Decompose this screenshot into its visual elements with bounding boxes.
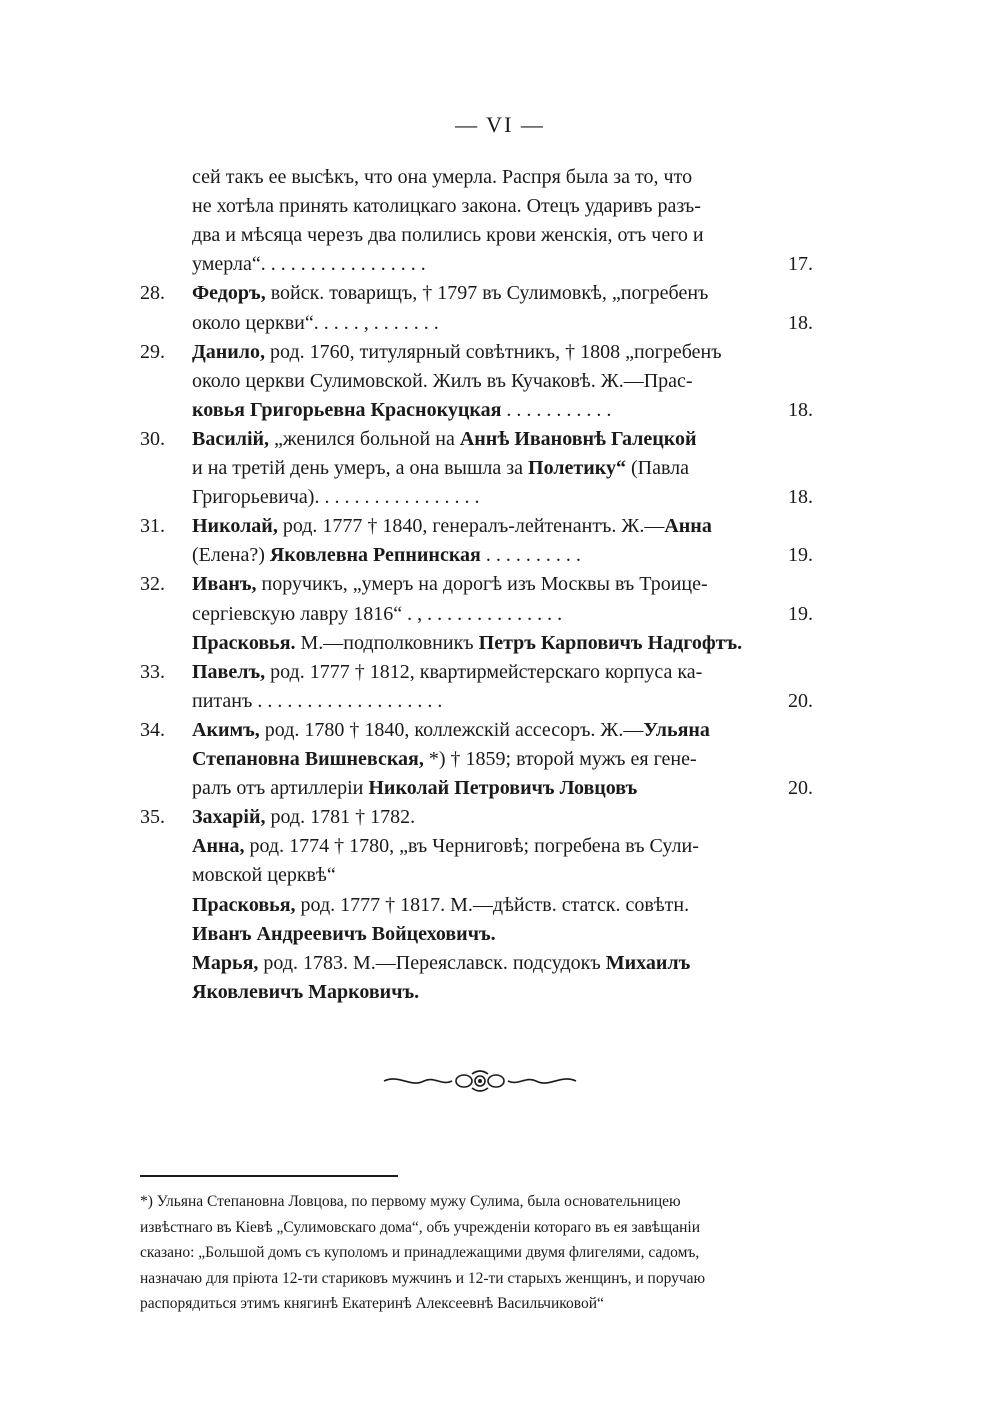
footnote-rule [140,1175,398,1177]
entry-line [0,948,1000,978]
entry-text [192,686,1000,716]
entry-body: мовской церквѣ“ [192,864,336,887]
entry-text [192,977,1000,1007]
entry-text [192,657,1000,687]
entry-line [0,482,1000,512]
entry-text [192,831,1000,861]
entry-body: сергіевскую лавру 1816“ . , . . . . . . . . . . . . . . [192,602,563,625]
entry-text [192,569,1000,599]
entry-body: . . . . . . . . . . [480,544,581,567]
entry-line [0,453,1000,483]
page-number-header: — VI — [455,112,545,137]
person-name: Анна, [192,835,245,858]
entry-line [0,220,1000,250]
entry-line [0,860,1000,890]
entry-text [192,628,1000,658]
footnote-text: *) Ульяна Степановна Ловцова, по первому мужу Сулима, была основательницею [140,1193,681,1210]
footnote-line [0,1216,1000,1240]
person-name: Прасковья. [192,631,296,654]
entry-text [192,890,1000,920]
entry-line [0,191,1000,221]
page-reference: 18. [788,311,813,334]
entry-body: . . . . . . . . . . . [501,398,612,421]
entry-line [0,657,1000,687]
entry-body: род. 1780 † 1840, коллежскій ассесоръ. Ж.— [259,718,644,741]
person-name: Иванъ Андреевичъ Войцеховичъ. [192,922,496,945]
entry-line [0,249,1000,279]
entry-body: *) † 1859; второй мужъ ея гене- [423,748,697,770]
entry-text [192,919,1000,949]
entry-body: род. 1777 † 1817. М.—дѣйств. статск. совѣтн. [295,893,690,916]
entry-number: 30. [140,427,165,450]
person-name: Яковлевичъ Марковичъ. [192,980,420,1003]
entry-number: 28. [140,282,165,305]
page-reference: 17. [788,253,813,276]
entry-body: род. 1777 † 1840, генералъ-лейтенантъ. Ж.— [277,515,665,538]
person-name: Николай, [192,515,278,538]
person-name: Михаилъ [605,951,691,974]
entry-body: не хотѣла принять католицкаго закона. Отецъ ударивъ разъ- [192,195,701,218]
entry-line [0,715,1000,745]
entry-body: род. 1783. М.—Переяславск. подсудокъ [258,951,606,974]
entry-line [0,977,1000,1007]
person-name: Аннѣ Ивановнѣ Галецкой [459,427,697,450]
entry-line [0,773,1000,803]
entry-number: 31. [140,515,165,538]
entry-body: около церкви“. . . . . , . . . . . . . [192,311,439,334]
footnote-line [0,1241,1000,1265]
entry-text [192,540,1000,570]
person-name: Акимъ, [192,718,260,741]
entry-line [0,919,1000,949]
entry-text [192,599,1000,629]
entry-body: род. 1777 † 1812, квартирмейстерскаго корпуса ка- [265,660,703,683]
entry-line [0,569,1000,599]
person-name: Василій, [192,427,270,450]
entry-text [192,744,1000,774]
person-name: Марья, [192,951,259,974]
entry-body: Григорьевича). . . . . . . . . . . . . . . . . [192,486,480,509]
entry-body: род. 1774 † 1780, „въ Черниговѣ; погребена въ Сули- [244,835,699,858]
entry-body: сей такъ ее высѣкъ, что она умерла. Распря была за то, что [192,166,693,188]
person-name: Павелъ, [192,660,266,683]
entry-text [192,249,1000,279]
entry-body: (Елена?) [192,544,270,567]
person-name: Иванъ, [192,573,257,596]
entry-line [0,540,1000,570]
entry-body: род. 1781 † 1782. [265,806,416,829]
entry-line [0,366,1000,396]
page-reference: 20. [788,689,813,712]
entry-number: 34. [140,718,165,741]
page-reference: 20. [788,777,813,800]
entry-body: питанъ . . . . . . . . . . . . . . . . . . . [192,689,443,712]
entry-body: и на третій день умеръ, а она вышла за [192,457,529,479]
person-name: Федоръ, [192,282,266,305]
entry-text [192,366,1000,396]
person-name: Петръ Карповичъ Надгофтъ. [478,631,743,654]
entry-line [0,278,1000,308]
entry-number: 32. [140,573,165,596]
entry-text [192,453,1000,483]
entry-body: поручикъ, „умеръ на дорогѣ изъ Москвы въ Троице- [256,573,708,596]
entry-text [192,511,1000,541]
person-name: Степановна Вишневская, [192,748,424,770]
entry-text [192,162,1000,192]
entry-text [192,191,1000,221]
entry-body: умерла“. . . . . . . . . . . . . . . . . [192,253,426,276]
entry-line [0,890,1000,920]
page-reference: 19. [788,544,813,567]
person-name: Прасковья, [192,893,296,916]
entry-line [0,744,1000,774]
footnote-text: сказано: „Большой домъ съ куполомъ и принадлежащими двумя флигелями, садомъ, [140,1244,700,1261]
person-name: Захарій, [192,806,266,829]
page-reference: 18. [788,398,813,421]
entry-text [192,424,1000,454]
entry-line [0,337,1000,367]
entry-text [192,802,1000,832]
entry-text [192,860,1000,890]
entry-body: М.—подполковникъ [295,631,479,654]
entry-body: ралъ отъ артиллеріи [192,777,369,800]
entry-number: 29. [140,340,165,363]
entry-number: 35. [140,806,165,829]
entry-line [0,628,1000,658]
entry-text [192,395,1000,425]
entry-line [0,831,1000,861]
entry-text [192,482,1000,512]
entry-body: около церкви Сулимовской. Жилъ въ Кучаковѣ. Ж.—Прас- [192,369,693,392]
person-name: Ульяна [643,718,710,741]
entry-line [0,511,1000,541]
person-name: Полетику“ [528,457,626,479]
entry-text [192,337,1000,367]
entry-text [192,278,1000,308]
entry-line [0,308,1000,338]
entry-body: „женился больной на [269,427,460,450]
entry-text [192,773,1000,803]
entry-text [192,948,1000,978]
person-name: Яковлевна Репнинская [269,544,481,567]
footnote-text: назначаю для пріюта 12-ти стариковъ мужчинъ и 12-ти старыхъ женщинъ, и поручаю [140,1269,706,1287]
entry-line [0,162,1000,192]
person-name: ковья Григорьевна Краснокуцкая [192,398,502,421]
entry-body: два и мѣсяца черезъ два полились крови женскія, отъ чего и [192,224,704,247]
footnote-line [0,1292,1000,1316]
entry-body: род. 1760, титулярный совѣтникъ, † 1808 „погребенъ [265,340,722,363]
person-name: Анна [664,515,712,538]
entry-line [0,424,1000,454]
person-name: Николай Петровичъ Ловцовъ [368,777,638,800]
ornament-divider-icon [380,1068,580,1094]
footnote-line [0,1190,1000,1214]
entry-line [0,395,1000,425]
entry-text [192,220,1000,250]
entry-line [0,686,1000,716]
footnote-text: распорядиться этимъ княгинѣ Екатеринѣ Алексеевнѣ Васильчиковой“ [140,1295,604,1312]
page-reference: 18. [788,486,813,509]
entry-text [192,308,1000,338]
entry-body: (Павла [626,457,690,479]
footnote-line [0,1267,1000,1291]
footnote-text: извѣстнаго въ Кіевѣ „Сулимовскаго дома“, объ учрежденіи котораго въ ея завѣщаніи [140,1218,701,1236]
entry-body: войск. товарищъ, † 1797 въ Сулимовкѣ, „погребенъ [265,282,709,305]
entry-line [0,802,1000,832]
page-reference: 19. [788,602,813,625]
entry-text [192,715,1000,745]
entry-line [0,599,1000,629]
person-name: Данило, [192,340,266,363]
entry-number: 33. [140,660,165,683]
